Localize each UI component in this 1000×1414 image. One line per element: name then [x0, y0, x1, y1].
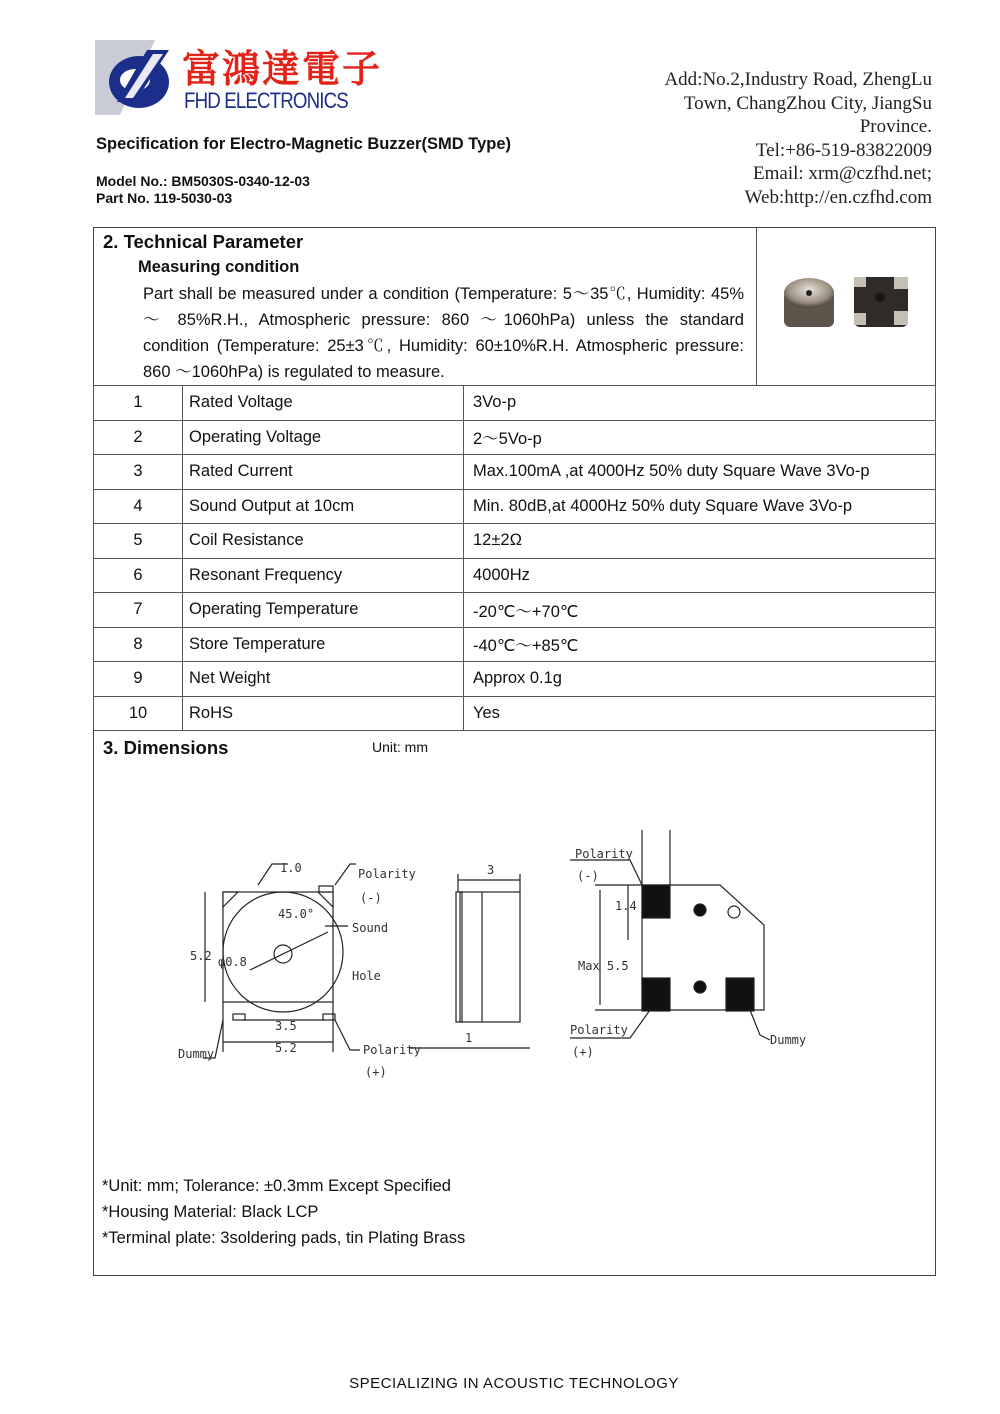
param-value: Min. 80dB,at 4000Hz 50% duty Square Wave 3Vo-p: [464, 489, 936, 524]
dimension-drawing: [160, 830, 820, 1090]
measuring-text: Part shall be measured under a condition (Temperature: 5～35℃, Humidity: 45% ～ 85%R.H., Atmospheric pressure: 860 ～1060hPa) unless the standard condition (Temperature: 25±3℃, Humidity: 60±10%R.H. Atmospheric pressure: 860 ～1060hPa) is regulated to measure.: [143, 285, 744, 381]
company-name-en: FHD ELECTRONICS: [184, 88, 348, 113]
row-number: 8: [94, 627, 183, 662]
dim-1-0: 1.0: [280, 861, 302, 875]
table-row: [94, 558, 936, 593]
dummy-label: Dummy: [178, 1047, 215, 1061]
row-number: 5: [94, 524, 183, 559]
param-value: 3Vo-p: [464, 386, 936, 421]
phi-label: φ0.8: [218, 955, 247, 969]
table-row: [94, 593, 936, 628]
row-number: 4: [94, 489, 183, 524]
dimension-notes: [102, 1173, 465, 1251]
measuring-title: Measuring condition: [138, 258, 300, 276]
page-footer: SPECIALIZING IN ACOUSTIC TECHNOLOGY: [349, 1375, 679, 1392]
side-1-label: 1: [465, 1031, 473, 1045]
row-number: 6: [94, 558, 183, 593]
param-name: Rated Voltage: [183, 386, 464, 421]
hole-label: Hole: [352, 969, 381, 983]
param-name: Store Temperature: [183, 627, 464, 662]
part-number: Part No. 119-5030-03: [96, 190, 233, 206]
width-5-2-label: 5.2: [275, 1041, 297, 1055]
address-line: Province.: [859, 116, 932, 137]
param-name: Sound Output at 10cm: [183, 489, 464, 524]
max-5-5-label: Max 5.5: [578, 959, 629, 973]
param-value: Max.100mA ,at 4000Hz 50% duty Square Wave 3Vo-p: [464, 455, 936, 490]
table-row: [94, 455, 936, 490]
param-value: -20℃～+70℃: [464, 593, 936, 628]
width-3-5-label: 3.5: [275, 1019, 297, 1033]
note-line: *Terminal plate: 3soldering pads, tin Plating Brass: [102, 1229, 466, 1247]
param-name: Coil Resistance: [183, 524, 464, 559]
param-name: Net Weight: [183, 662, 464, 697]
spec-title: Specification for Electro-Magnetic Buzzer(SMD Type): [96, 135, 511, 153]
param-name: Operating Temperature: [183, 593, 464, 628]
table-row: [94, 524, 936, 559]
row-number: 9: [94, 662, 183, 697]
sound-label: Sound: [352, 921, 389, 935]
polarity-bottom-label: Polarity: [570, 1023, 628, 1037]
polarity-top-label: Polarity: [575, 847, 633, 861]
minus-label: (-): [360, 891, 382, 905]
height-5-2-label: 5.2: [190, 949, 212, 963]
plus-label: (+): [365, 1065, 387, 1079]
dummy-label: Dummy: [770, 1033, 807, 1047]
table-row: [94, 627, 936, 662]
polarity-minus-label: Polarity: [358, 867, 416, 881]
address-line: Add:No.2,Industry Road, ZhengLu: [664, 69, 932, 90]
technical-title: 2. Technical Parameter: [103, 231, 304, 252]
row-number: 2: [94, 420, 183, 455]
dim-1-4-label: 1.4: [615, 899, 637, 913]
buzzer-photo-icon: [780, 273, 920, 335]
table-row: [94, 420, 936, 455]
param-name: Resonant Frequency: [183, 558, 464, 593]
address-line: Tel:+86-519-83822009: [755, 139, 932, 161]
address-line: Town, ChangZhou City, JiangSu: [683, 92, 932, 114]
parameter-table: [93, 385, 936, 731]
company-name-cn: 富鴻達電子: [182, 47, 383, 91]
param-name: Operating Voltage: [183, 420, 464, 455]
polarity-plus-label: Polarity: [363, 1043, 421, 1057]
param-value: 4000Hz: [464, 558, 936, 593]
angle-label: 45.0°: [278, 907, 315, 921]
side-3-label: 3: [487, 863, 495, 877]
param-value: 2～5Vo-p: [464, 420, 936, 455]
note-line: *Unit: mm; Tolerance: ±0.3mm Except Specified: [102, 1177, 451, 1195]
minus-label: (-): [577, 869, 599, 883]
param-value: Approx 0.1g: [464, 662, 936, 697]
table-row: [94, 662, 936, 697]
param-value: -40℃～+85℃: [464, 627, 936, 662]
dimensions-title: 3. Dimensions: [103, 737, 229, 758]
row-number: 10: [94, 696, 183, 731]
note-line: *Housing Material: Black LCP: [102, 1203, 319, 1221]
model-number: Model No.: BM5030S-0340-12-03: [96, 173, 310, 189]
param-value: 12±2Ω: [464, 524, 936, 559]
row-number: 1: [94, 386, 183, 421]
param-name: Rated Current: [183, 455, 464, 490]
table-row: [94, 386, 936, 421]
address-line: Email: xrm@czfhd.net;: [753, 163, 932, 184]
param-name: RoHS: [183, 696, 464, 731]
row-number: 3: [94, 455, 183, 490]
table-row: [94, 696, 936, 731]
plus-label: (+): [572, 1045, 594, 1059]
row-number: 7: [94, 593, 183, 628]
param-value: Yes: [464, 696, 936, 731]
company-logo-icon: [95, 40, 177, 115]
table-row: [94, 489, 936, 524]
company-address: [612, 68, 932, 209]
address-line: Web:http://en.czfhd.com: [744, 186, 932, 208]
dimensions-unit: Unit: mm: [372, 739, 428, 755]
